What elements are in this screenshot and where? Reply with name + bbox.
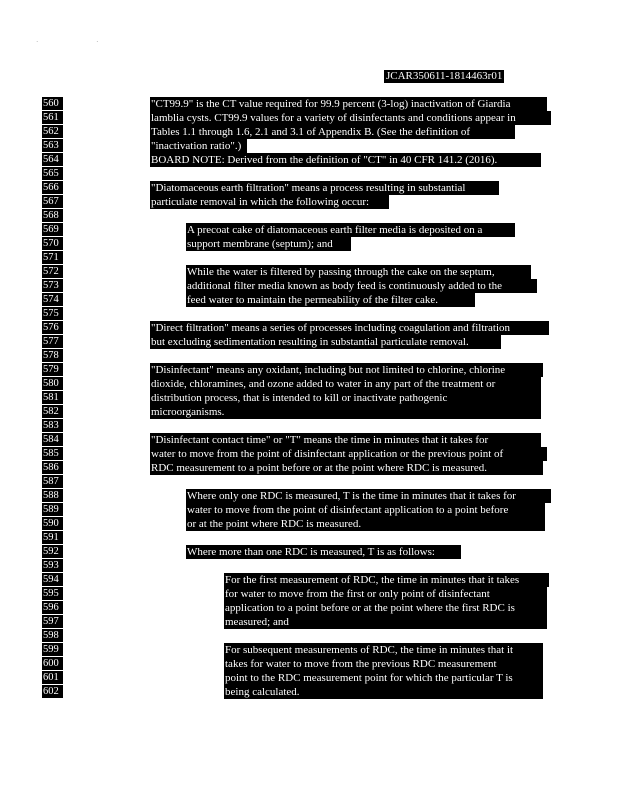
text-line: but excluding sedimentation resulting in substantial particulate removal. — [150, 335, 501, 349]
text-line: For the first measurement of RDC, the time in minutes that it takes — [224, 573, 549, 587]
text-line: "Disinfectant" means any oxidant, including but not limited to chlorine, chlorine — [150, 363, 543, 377]
line-number: 569 — [42, 223, 63, 236]
text-line: "Direct filtration" means a series of processes including coagulation and filtration — [150, 321, 549, 335]
line-number: 585 — [42, 447, 63, 460]
text-line: for water to move from the first or only point of disinfectant — [224, 587, 547, 601]
text-line: support membrane (septum); and — [186, 237, 351, 251]
line-number: 570 — [42, 237, 63, 250]
line-number: 562 — [42, 125, 63, 138]
text-line: additional filter media known as body feed is continuously added to the — [186, 279, 537, 293]
text-line: lamblia cysts. CT99.9 values for a variety of disinfectants and conditions appear in — [150, 111, 551, 125]
line-number: 578 — [42, 349, 63, 362]
text-line: particulate removal in which the following occur: — [150, 195, 389, 209]
text-line: measured; and — [224, 615, 547, 629]
line-number: 600 — [42, 657, 63, 670]
text-line: "Disinfectant contact time" or "T" means the time in minutes that it takes for — [150, 433, 541, 447]
line-number: 598 — [42, 629, 63, 642]
line-number: 589 — [42, 503, 63, 516]
line-number: 601 — [42, 671, 63, 684]
line-number: 568 — [42, 209, 63, 222]
text-line: While the water is filtered by passing through the cake on the septum, — [186, 265, 531, 279]
line-number: 567 — [42, 195, 63, 208]
line-number: 599 — [42, 643, 63, 656]
line-number: 572 — [42, 265, 63, 278]
text-line: or at the point where RDC is measured. — [186, 517, 545, 531]
line-number: 575 — [42, 307, 63, 320]
text-line: Where only one RDC is measured, T is the time in minutes that it takes for — [186, 489, 551, 503]
line-number: 571 — [42, 251, 63, 264]
line-number: 574 — [42, 293, 63, 306]
line-number: 566 — [42, 181, 63, 194]
line-number: 595 — [42, 587, 63, 600]
line-number: 581 — [42, 391, 63, 404]
text-line: feed water to maintain the permeability of the filter cake. — [186, 293, 475, 307]
text-line: For subsequent measurements of RDC, the time in minutes that it — [224, 643, 543, 657]
text-line: water to move from the point of disinfectant application to a point before — [186, 503, 545, 517]
line-number: 584 — [42, 433, 63, 446]
text-line: Where more than one RDC is measured, T is as follows: — [186, 545, 461, 559]
text-line: RDC measurement to a point before or at the point where RDC is measured. — [150, 461, 543, 475]
text-line: being calculated. — [224, 685, 543, 699]
line-number: 565 — [42, 167, 63, 180]
line-number: 561 — [42, 111, 63, 124]
line-number: 587 — [42, 475, 63, 488]
text-line: point to the RDC measurement point for which the particular T is — [224, 671, 543, 685]
line-number: 592 — [42, 545, 63, 558]
text-line: "inactivation ratio".) — [150, 139, 247, 153]
line-number: 596 — [42, 601, 63, 614]
text-line: microorganisms. — [150, 405, 541, 419]
line-number: 579 — [42, 363, 63, 376]
line-number: 586 — [42, 461, 63, 474]
line-number: 588 — [42, 489, 63, 502]
text-line: application to a point before or at the point where the first RDC is — [224, 601, 547, 615]
text-line: dioxide, chloramines, and ozone added to water in any part of the treatment or — [150, 377, 541, 391]
text-line: "Diatomaceous earth filtration" means a process resulting in substantial — [150, 181, 499, 195]
line-number: 591 — [42, 531, 63, 544]
line-number: 590 — [42, 517, 63, 530]
text-line: "CT99.9" is the CT value required for 99.9 percent (3-log) inactivation of Giardia — [150, 97, 547, 111]
text-line: BOARD NOTE: Derived from the definition of "CT" in 40 CFR 141.2 (2016). — [150, 153, 541, 167]
text-line: takes for water to move from the previous RDC measurement — [224, 657, 543, 671]
document-id: JCAR350611-1814463r01 — [386, 70, 503, 82]
line-number: 597 — [42, 615, 63, 628]
line-number: 580 — [42, 377, 63, 390]
line-number: 564 — [42, 153, 63, 166]
line-number: 593 — [42, 559, 63, 572]
line-number: 594 — [42, 573, 63, 586]
line-number: 582 — [42, 405, 63, 418]
text-line: water to move from the point of disinfectant application or the previous point of — [150, 447, 547, 461]
line-number: 573 — [42, 279, 63, 292]
text-line: distribution process, that is intended to kill or inactivate pathogenic — [150, 391, 541, 405]
text-line: A precoat cake of diatomaceous earth filter media is deposited on a — [186, 223, 515, 237]
line-number: 583 — [42, 419, 63, 432]
text-line: Tables 1.1 through 1.6, 2.1 and 3.1 of Appendix B. (See the definition of — [150, 125, 515, 139]
line-number: 577 — [42, 335, 63, 348]
header-dots: · · — [36, 38, 127, 46]
line-number: 563 — [42, 139, 63, 152]
line-number: 576 — [42, 321, 63, 334]
line-number: 560 — [42, 97, 63, 110]
line-number: 602 — [42, 685, 63, 698]
